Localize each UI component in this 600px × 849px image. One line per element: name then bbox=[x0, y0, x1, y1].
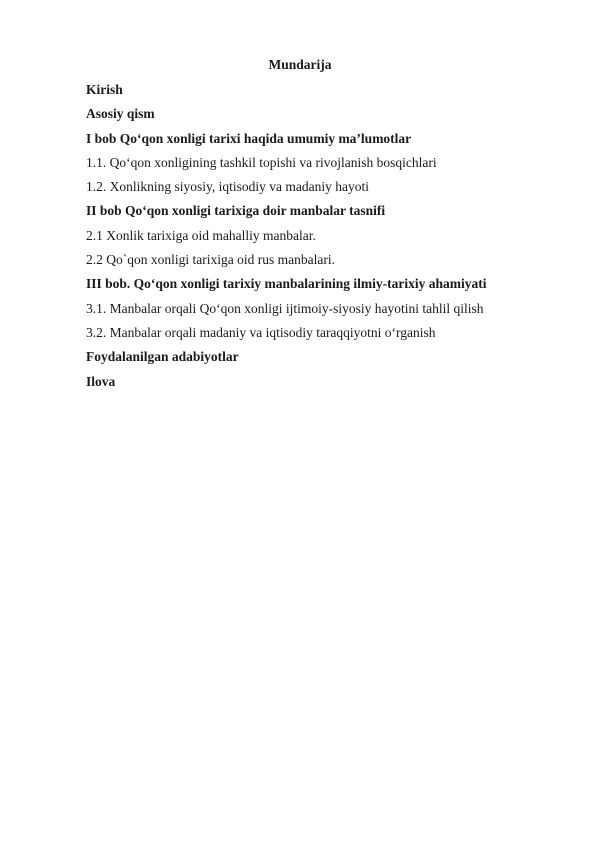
toc-entry-appendix: Ilova bbox=[86, 373, 116, 389]
toc-section-3-2: 3.2. Manbalar orqali madaniy va iqtisodiy taraqqiyotni o‘rganish bbox=[86, 324, 436, 340]
toc-entry-asosiy-qism: Asosiy qism bbox=[86, 106, 155, 122]
toc-list bbox=[86, 78, 556, 394]
toc-section-1-1: 1.1. Qo‘qon xonligining tashkil topishi va rivojlanish bosqichlari bbox=[86, 154, 437, 170]
toc-section-2-2: 2.2 Qo`qon xonligi tarixiga oid rus manbalari. bbox=[86, 252, 335, 268]
toc-chapter-1: I bob Qo‘qon xonligi tarixi haqida umumiy ma’lumotlar bbox=[86, 130, 412, 146]
toc-section-2-1: 2.1 Xonlik tarixiga oid mahalliy manbalar. bbox=[86, 227, 316, 243]
toc-section-1-2: 1.2. Xonlikning siyosiy, iqtisodiy va madaniy hayoti bbox=[86, 179, 369, 195]
toc-section-3-1: 3.1. Manbalar orqali Qo‘qon xonligi ijtimoiy-siyosiy hayotini tahlil qilish bbox=[86, 300, 484, 316]
toc-chapter-3: III bob. Qo‘qon xonligi tarixiy manbalarining ilmiy-tarixiy ahamiyati bbox=[86, 276, 487, 292]
toc-title: Mundarija bbox=[268, 57, 332, 72]
toc-entry-references: Foydalanilgan adabiyotlar bbox=[86, 349, 239, 365]
toc-chapter-2: II bob Qo‘qon xonligi tarixiga doir manbalar tasnifi bbox=[86, 203, 386, 219]
toc-entry-kirish: Kirish bbox=[86, 82, 123, 97]
